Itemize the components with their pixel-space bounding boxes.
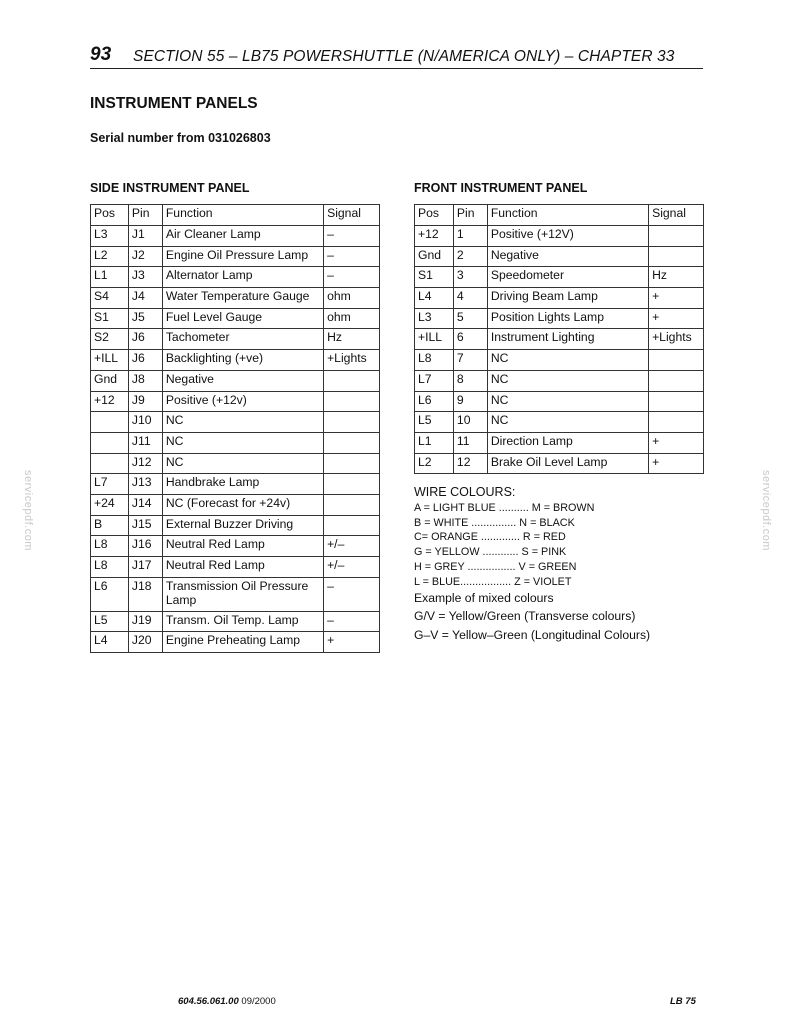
table-cell: NC (Forecast for +24v) (162, 494, 323, 515)
wire-colour-row: L = BLUE................. Z = VIOLET (414, 575, 572, 588)
mixed-colour-longitudinal: G–V = Yellow–Green (Longitudinal Colours) (414, 628, 651, 642)
table-cell (649, 246, 704, 267)
table-cell: Speedometer (487, 267, 648, 288)
table-cell: Neutral Red Lamp (162, 557, 323, 578)
table-row (415, 329, 704, 350)
table-cell: J4 (128, 288, 162, 309)
table-header-row (91, 205, 380, 226)
table-cell: S1 (91, 308, 129, 329)
table-cell: L1 (415, 432, 454, 453)
table-cell: Backlighting (+ve) (162, 350, 323, 371)
table-cell (324, 453, 380, 474)
table-cell: Driving Beam Lamp (487, 288, 648, 309)
side-panel-table (90, 204, 380, 653)
table-cell: J13 (128, 474, 162, 495)
table-cell: + (649, 453, 704, 474)
table-row (91, 267, 380, 288)
table-row (91, 370, 380, 391)
table-cell: S4 (91, 288, 129, 309)
table-cell: – (324, 577, 380, 611)
table-cell: Transmission Oil Pressure Lamp (162, 577, 323, 611)
table-cell: Hz (649, 267, 704, 288)
table-cell: J20 (128, 632, 162, 653)
table-cell: J6 (128, 350, 162, 371)
table-cell: 11 (453, 432, 487, 453)
table-cell: +/– (324, 557, 380, 578)
table-cell: L2 (415, 453, 454, 474)
footer-model: LB 75 (670, 996, 696, 1007)
table-cell: ohm (324, 288, 380, 309)
table-cell: L3 (91, 226, 129, 247)
table-cell (324, 432, 380, 453)
watermark-right: servicepdf.com (760, 470, 772, 551)
table-cell: J18 (128, 577, 162, 611)
table-cell: J3 (128, 267, 162, 288)
front-panel-heading: FRONT INSTRUMENT PANEL (414, 181, 588, 195)
table-cell: 6 (453, 329, 487, 350)
wire-colour-row: G = YELLOW ............ S = PINK (414, 546, 567, 559)
table-row (91, 515, 380, 536)
table-cell: Engine Oil Pressure Lamp (162, 246, 323, 267)
table-cell: + (649, 432, 704, 453)
footer-code (178, 996, 276, 1007)
column-header: Pin (453, 205, 487, 226)
table-row (415, 350, 704, 371)
table-row (91, 494, 380, 515)
table-cell: L2 (91, 246, 129, 267)
table-cell (324, 515, 380, 536)
table-cell: Positive (+12V) (487, 226, 648, 247)
table-cell (649, 391, 704, 412)
table-cell: 9 (453, 391, 487, 412)
table-cell: L1 (91, 267, 129, 288)
table-cell: +ILL (91, 350, 129, 371)
table-row (91, 611, 380, 632)
table-cell (91, 453, 129, 474)
wire-colour-row: H = GREY ................ V = GREEN (414, 560, 577, 573)
table-row (415, 412, 704, 433)
table-row (91, 350, 380, 371)
table-cell: L5 (91, 611, 129, 632)
table-cell: Brake Oil Level Lamp (487, 453, 648, 474)
table-cell: +ILL (415, 329, 454, 350)
table-cell (324, 494, 380, 515)
table-cell: J6 (128, 329, 162, 350)
wire-colour-row: A = LIGHT BLUE .......... M = BROWN (414, 502, 595, 514)
table-cell: S1 (415, 267, 454, 288)
table-cell: +12 (415, 226, 454, 247)
table-row (415, 432, 704, 453)
table-row (91, 432, 380, 453)
table-cell (649, 350, 704, 371)
table-cell (324, 412, 380, 433)
table-cell: 1 (453, 226, 487, 247)
table-row (415, 288, 704, 309)
table-cell: 7 (453, 350, 487, 371)
table-cell: L5 (415, 412, 454, 433)
table-row (91, 226, 380, 247)
table-cell: + (649, 308, 704, 329)
column-header: Function (162, 205, 323, 226)
column-header: Pos (415, 205, 454, 226)
table-cell: L4 (415, 288, 454, 309)
serial-number-note: Serial number from 031026803 (90, 131, 271, 145)
table-cell: +Lights (324, 350, 380, 371)
table-cell: L4 (91, 632, 129, 653)
table-cell: NC (487, 370, 648, 391)
table-cell: 3 (453, 267, 487, 288)
table-cell: J19 (128, 611, 162, 632)
table-cell: NC (487, 412, 648, 433)
section-title: SECTION 55 – LB75 POWERSHUTTLE (N/AMERICA ONLY) – CHAPTER 33 (133, 48, 675, 65)
table-cell: Position Lights Lamp (487, 308, 648, 329)
table-cell: 12 (453, 453, 487, 474)
table-row (415, 308, 704, 329)
table-cell: Transm. Oil Temp. Lamp (162, 611, 323, 632)
table-row (91, 391, 380, 412)
table-cell: Negative (487, 246, 648, 267)
table-cell: Instrument Lighting (487, 329, 648, 350)
table-cell: J10 (128, 412, 162, 433)
table-row (91, 474, 380, 495)
table-cell: Direction Lamp (487, 432, 648, 453)
table-cell: J15 (128, 515, 162, 536)
table-cell: ohm (324, 308, 380, 329)
publication-code: 604.56.061.00 (178, 996, 239, 1007)
column-header: Signal (649, 205, 704, 226)
table-row (91, 288, 380, 309)
mixed-colours-title: Example of mixed colours (414, 591, 554, 605)
table-cell: Water Temperature Gauge (162, 288, 323, 309)
table-cell: L6 (91, 577, 129, 611)
table-cell (324, 370, 380, 391)
table-cell: J17 (128, 557, 162, 578)
table-cell: L6 (415, 391, 454, 412)
table-cell: L7 (415, 370, 454, 391)
table-cell: Positive (+12v) (162, 391, 323, 412)
table-cell: L8 (91, 536, 129, 557)
table-row (91, 453, 380, 474)
table-cell: Gnd (415, 246, 454, 267)
table-cell: S2 (91, 329, 129, 350)
table-cell: Gnd (91, 370, 129, 391)
table-cell: J12 (128, 453, 162, 474)
table-cell: +24 (91, 494, 129, 515)
wire-colour-row: C= ORANGE ............. R = RED (414, 531, 566, 544)
table-cell: – (324, 611, 380, 632)
table-cell: Alternator Lamp (162, 267, 323, 288)
table-cell: NC (162, 412, 323, 433)
table-row (415, 370, 704, 391)
table-cell: – (324, 246, 380, 267)
column-header: Function (487, 205, 648, 226)
table-cell (91, 432, 129, 453)
table-cell: Negative (162, 370, 323, 391)
table-row (91, 536, 380, 557)
table-cell: J14 (128, 494, 162, 515)
table-cell: L8 (415, 350, 454, 371)
table-cell: + (649, 288, 704, 309)
table-cell: – (324, 226, 380, 247)
table-row (415, 246, 704, 267)
front-panel-table (414, 204, 704, 474)
table-cell (649, 412, 704, 433)
table-cell: Air Cleaner Lamp (162, 226, 323, 247)
table-cell: – (324, 267, 380, 288)
side-panel-heading: SIDE INSTRUMENT PANEL (90, 181, 250, 195)
table-cell: NC (487, 391, 648, 412)
table-row (415, 391, 704, 412)
table-cell: L3 (415, 308, 454, 329)
table-cell: +Lights (649, 329, 704, 350)
table-cell: External Buzzer Driving (162, 515, 323, 536)
table-cell: Engine Preheating Lamp (162, 632, 323, 653)
table-cell: Handbrake Lamp (162, 474, 323, 495)
column-header: Signal (324, 205, 380, 226)
table-row (91, 557, 380, 578)
table-cell: J8 (128, 370, 162, 391)
mixed-colour-transverse: G/V = Yellow/Green (Transverse colours) (414, 609, 636, 623)
column-header: Pos (91, 205, 129, 226)
table-row (91, 412, 380, 433)
table-cell: NC (162, 453, 323, 474)
page-number: 93 (90, 44, 112, 65)
page-title: INSTRUMENT PANELS (90, 95, 258, 112)
table-row (415, 267, 704, 288)
table-row (91, 246, 380, 267)
table-cell: L7 (91, 474, 129, 495)
table-header-row (415, 205, 704, 226)
table-row (415, 453, 704, 474)
table-cell: NC (487, 350, 648, 371)
table-cell: L8 (91, 557, 129, 578)
table-cell: J11 (128, 432, 162, 453)
table-cell: +/– (324, 536, 380, 557)
table-cell: Fuel Level Gauge (162, 308, 323, 329)
table-cell: 8 (453, 370, 487, 391)
publication-date: 09/2000 (241, 996, 276, 1007)
table-row (415, 226, 704, 247)
wire-colours-title: WIRE COLOURS: (414, 485, 516, 499)
table-cell: +12 (91, 391, 129, 412)
table-cell: Neutral Red Lamp (162, 536, 323, 557)
page-header (90, 44, 703, 69)
table-cell: J2 (128, 246, 162, 267)
wire-colour-row: B = WHITE ............... N = BLACK (414, 516, 575, 529)
wire-colours-list (414, 501, 594, 589)
table-cell: 2 (453, 246, 487, 267)
table-cell: J9 (128, 391, 162, 412)
table-cell (324, 391, 380, 412)
table-cell: Hz (324, 329, 380, 350)
table-row (91, 308, 380, 329)
table-cell: J5 (128, 308, 162, 329)
table-cell: J1 (128, 226, 162, 247)
table-cell: 4 (453, 288, 487, 309)
table-cell: J16 (128, 536, 162, 557)
table-cell: Tachometer (162, 329, 323, 350)
table-row (91, 577, 380, 611)
table-cell: B (91, 515, 129, 536)
table-row (91, 329, 380, 350)
table-cell (91, 412, 129, 433)
table-cell (324, 474, 380, 495)
table-cell: + (324, 632, 380, 653)
watermark-left: servicepdf.com (22, 470, 34, 551)
column-header: Pin (128, 205, 162, 226)
table-cell: 10 (453, 412, 487, 433)
table-row (91, 632, 380, 653)
table-cell (649, 370, 704, 391)
table-cell (649, 226, 704, 247)
table-cell: 5 (453, 308, 487, 329)
table-cell: NC (162, 432, 323, 453)
